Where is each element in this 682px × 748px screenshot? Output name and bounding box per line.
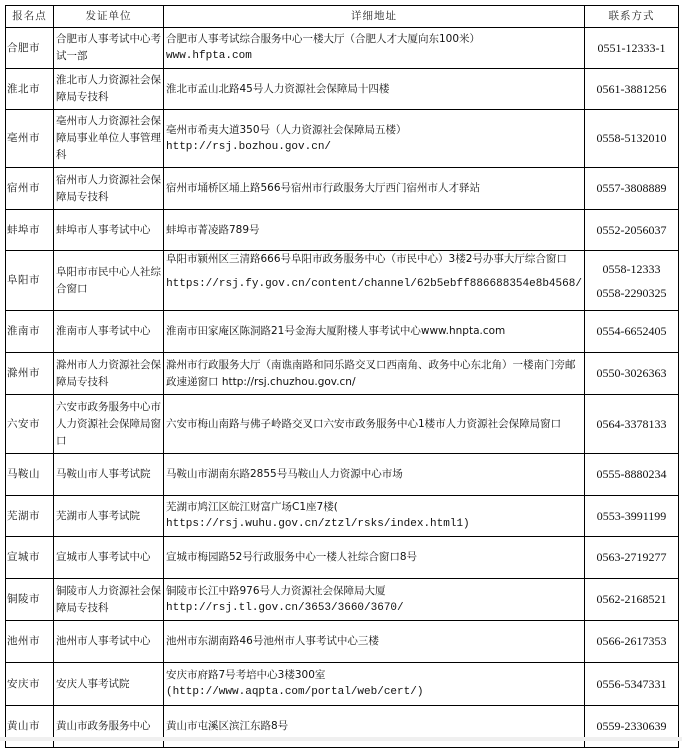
address-text: 六安市梅山南路与佛子岭路交叉口六安市政务服务中心1楼市人力资源社会保障局窗口	[166, 417, 562, 430]
address-cell	[164, 168, 585, 210]
city-cell: 宣城市	[6, 537, 54, 579]
city-cell: 芜湖市	[6, 496, 54, 537]
city-cell: 合肥市	[6, 28, 54, 69]
address-text: 蚌埠市菁凌路789号	[166, 223, 260, 236]
table-row	[6, 110, 679, 168]
address-cell	[164, 537, 585, 579]
phone-cell	[585, 251, 679, 311]
issuer-cell: 阜阳市市民中心人社综合窗口	[54, 251, 164, 311]
issuer-cell: 滁州市人力资源社会保障局专技科	[54, 353, 164, 395]
city-cell: 亳州市	[6, 110, 54, 168]
table-row	[6, 28, 679, 69]
address-url[interactable]: http://rsj.tl.gov.cn/3653/3660/3670/	[166, 601, 404, 614]
phone-cell: 0553-3991199	[585, 496, 679, 537]
phone-cell: 0562-2168521	[585, 579, 679, 621]
city-cell: 马鞍山	[6, 454, 54, 496]
address-text: 滁州市行政服务大厅（南谯南路和同乐路交叉口西南角、政务中心东北角）一楼南门旁邮政速递窗口 http://rsj.chuzhou.gov.cn/	[166, 358, 576, 388]
table-row	[6, 579, 679, 621]
table-row	[6, 496, 679, 537]
city-cell: 淮北市	[6, 69, 54, 110]
address-cell	[164, 496, 585, 537]
table-row	[6, 353, 679, 395]
issuer-cell: 安庆人事考试院	[54, 663, 164, 706]
city-cell: 阜阳市	[6, 251, 54, 311]
phone-cell: 0551-12333-1	[585, 28, 679, 69]
registration-sites-table	[5, 5, 679, 748]
phone-cell: 0555-8880234	[585, 454, 679, 496]
address-cell	[164, 28, 585, 69]
issuer-cell: 合肥市人事考试中心考试一部	[54, 28, 164, 69]
phone-cell: 0563-2719277	[585, 537, 679, 579]
city-cell: 安庆市	[6, 663, 54, 706]
issuer-cell: 淮北市人力资源社会保障局专技科	[54, 69, 164, 110]
header-site: 报名点	[6, 6, 54, 28]
address-text: 安庆市府路7号考培中心3楼300室	[166, 669, 326, 681]
address-cell	[164, 663, 585, 706]
table-row	[6, 537, 679, 579]
address-text: 合肥市人事考试综合服务中心一楼大厅（合肥人才大厦向东100米）	[166, 33, 481, 45]
address-url[interactable]: (http://www.aqpta.com/portal/web/cert/)	[166, 686, 424, 698]
city-cell: 铜陵市	[6, 579, 54, 621]
address-text: 宿州市埇桥区埇上路566号宿州市行政服务大厅西门宿州市人才驿站	[166, 182, 481, 194]
address-cell	[164, 454, 585, 496]
issuer-cell: 铜陵市人力资源社会保障局专技科	[54, 579, 164, 621]
address-text: 宣城市梅园路52号行政服务中心一楼人社综合窗口8号	[166, 551, 418, 563]
address-url[interactable]: https://rsj.wuhu.gov.cn/ztzl/rsks/index.html1)	[166, 518, 470, 530]
city-cell: 淮南市	[6, 311, 54, 353]
phone-cell: 0550-3026363	[585, 353, 679, 395]
city-cell: 黄山市	[6, 706, 54, 748]
phone-cell: 0566-2617353	[585, 621, 679, 663]
issuer-cell: 池州市人事考试中心	[54, 621, 164, 663]
city-cell: 宿州市	[6, 168, 54, 210]
address-cell	[164, 110, 585, 168]
issuer-cell: 芜湖市人事考试院	[54, 496, 164, 537]
address-url[interactable]: www.hfpta.com	[166, 50, 252, 62]
table-header-row	[6, 6, 679, 28]
bottom-edge-strip	[0, 737, 682, 741]
address-text: 黄山市屯溪区滨江东路8号	[166, 720, 289, 732]
address-text: 铜陵市长江中路976号人力资源社会保障局大厦	[166, 584, 386, 597]
address-cell	[164, 621, 585, 663]
phone-cell: 0559-2330639	[585, 706, 679, 748]
city-cell: 六安市	[6, 395, 54, 454]
table-row	[6, 210, 679, 251]
phone-cell: 0558-5132010	[585, 110, 679, 168]
address-cell	[164, 251, 585, 311]
address-text: 马鞍山市湖南东路2855号马鞍山人力资源中心市场	[166, 468, 403, 480]
table-row	[6, 69, 679, 110]
issuer-cell: 亳州市人力资源社会保障局事业单位人事管理科	[54, 110, 164, 168]
address-cell	[164, 395, 585, 454]
issuer-cell: 马鞍山市人事考试院	[54, 454, 164, 496]
table-row	[6, 395, 679, 454]
address-cell	[164, 210, 585, 251]
phone-cell: 0552-2056037	[585, 210, 679, 251]
city-cell: 池州市	[6, 621, 54, 663]
phone-cell: 0556-5347331	[585, 663, 679, 706]
address-url[interactable]: http://rsj.bozhou.gov.cn/	[166, 140, 332, 153]
address-text: 阜阳市颍州区三清路666号阜阳市政务服务中心（市民中心）3楼2号办事大厅综合窗口	[166, 253, 567, 265]
address-cell	[164, 579, 585, 621]
address-cell	[164, 311, 585, 353]
phone-cell: 0557-3808889	[585, 168, 679, 210]
address-url[interactable]: https://rsj.fy.gov.cn/content/channel/62b5ebff886688354e8b4568/	[166, 278, 582, 290]
phone-primary: 0558-12333	[602, 261, 661, 276]
city-cell: 蚌埠市	[6, 210, 54, 251]
address-text: 芜湖市鸠江区皖江财富广场C1座7楼(	[166, 501, 338, 513]
address-text: 淮北市孟山北路45号人力资源社会保障局十四楼	[166, 82, 390, 95]
address-text: 亳州市希夷大道350号（人力资源社会保障局五楼）	[166, 123, 407, 136]
table-row	[6, 663, 679, 706]
table-row	[6, 311, 679, 353]
table-row	[6, 454, 679, 496]
header-issuer: 发证单位	[54, 6, 164, 28]
registration-table-container	[5, 5, 679, 748]
issuer-cell: 淮南市人事考试中心	[54, 311, 164, 353]
address-cell	[164, 69, 585, 110]
city-cell: 滁州市	[6, 353, 54, 395]
issuer-cell: 宣城市人事考试中心	[54, 537, 164, 579]
table-row	[6, 706, 679, 748]
table-row	[6, 621, 679, 663]
address-text: 池州市东湖南路46号池州市人事考试中心三楼	[166, 635, 379, 647]
address-text: 淮南市田家庵区陈洞路21号金海大厦附楼人事考试中心www.hnpta.com	[166, 325, 506, 337]
header-contact: 联系方式	[585, 6, 679, 28]
header-address: 详细地址	[164, 6, 585, 28]
table-row	[6, 251, 679, 311]
phone-cell: 0564-3378133	[585, 395, 679, 454]
issuer-cell: 黄山市政务服务中心	[54, 706, 164, 748]
issuer-cell: 六安市政务服务中心市人力资源社会保障局窗口	[54, 395, 164, 454]
phone-cell: 0561-3881256	[585, 69, 679, 110]
issuer-cell: 蚌埠市人事考试中心	[54, 210, 164, 251]
table-row	[6, 168, 679, 210]
issuer-cell: 宿州市人力资源社会保障局专技科	[54, 168, 164, 210]
address-cell	[164, 706, 585, 748]
address-cell	[164, 353, 585, 395]
phone-secondary: 0558-2290325	[596, 285, 667, 300]
phone-cell: 0554-6652405	[585, 311, 679, 353]
